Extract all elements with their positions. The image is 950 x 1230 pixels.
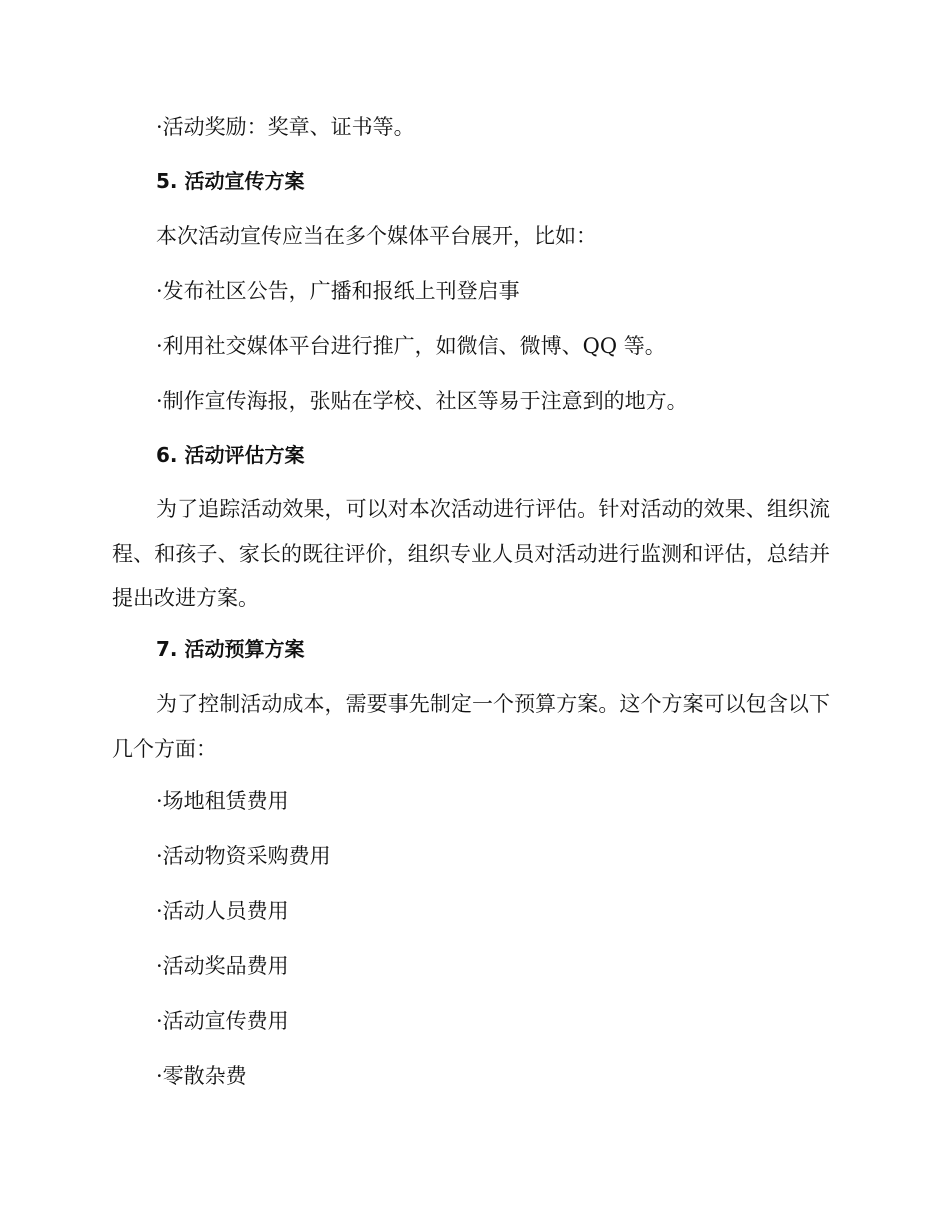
budget-item: ·活动宣传费用 xyxy=(156,1009,289,1033)
bullet-activity-reward: ·活动奖励：奖章、证书等。 xyxy=(156,115,415,139)
section-5-item: ·发布社区公告，广播和报纸上刊登启事 xyxy=(156,279,520,303)
section-6-heading: 6. 活动评估方案 xyxy=(156,443,305,467)
section-7-paragraph: 为了控制活动成本，需要事先制定一个预算方案。这个方案可以包含以下几个方面： xyxy=(112,692,830,761)
section-5-item: ·利用社交媒体平台进行推广，如微信、微博、QQ 等。 xyxy=(156,334,666,358)
budget-item: ·活动人员费用 xyxy=(156,899,289,923)
section-7-heading: 7. 活动预算方案 xyxy=(156,637,305,661)
section-5-item: ·制作宣传海报，张贴在学校、社区等易于注意到的地方。 xyxy=(156,389,688,413)
budget-item: ·零散杂费 xyxy=(156,1064,247,1088)
section-5-heading: 5. 活动宣传方案 xyxy=(156,169,305,193)
budget-item: ·活动物资采购费用 xyxy=(156,844,331,868)
budget-item: ·活动奖品费用 xyxy=(156,954,289,978)
section-6-paragraph: 为了追踪活动效果，可以对本次活动进行评估。针对活动的效果、组织流程、和孩子、家长的既往评价，组织专业人员对活动进行监测和评估，总结并提出改进方案。 xyxy=(112,497,830,610)
budget-item: ·场地租赁费用 xyxy=(156,789,289,813)
section-5-intro: 本次活动宣传应当在多个媒体平台展开，比如： xyxy=(156,224,597,248)
